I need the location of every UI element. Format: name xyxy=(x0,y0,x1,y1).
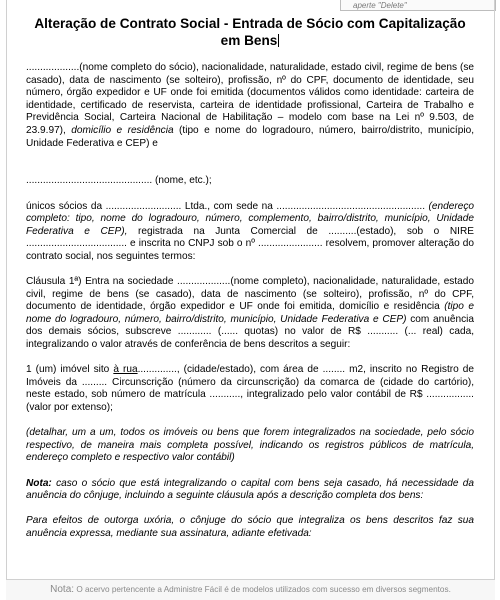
p4-italic: (tipo e nome do logradouro, número, bairro/distrito, município, Unidade Federativa e CEP) xyxy=(26,301,475,325)
paragraph-second-partner xyxy=(26,175,474,188)
paragraph-partners-qualification xyxy=(26,62,474,150)
p1-text-2: (tipo e nome do logradouro, número, bairro/distrito, município, Unidade Federativa e CEP) e xyxy=(26,124,474,149)
document-title[interactable] xyxy=(26,15,474,49)
paragraph-clause-1 xyxy=(26,276,474,352)
p3-text-2: registrada na Junta Comercial de ..........(estado), sob o NIRE .................................... e inscrita no CNPJ sob o nº ....................... resolvem, promover alteração do contrato social, nos seguintes termos: xyxy=(26,225,474,262)
p4-text-1: Cláusula 1ª) Entra na sociedade ...................(nome completo), nacionalidade, naturalidade, estado civil, regime de bens (se casado), data de nascimento (se solteiro), profissão, nº do CPF, documento de identidade, órgão expedidor e UF onde foi emitida, domicílio e residência xyxy=(26,276,474,313)
p1-text-1: ...................(nome completo do sócio), nacionalidade, naturalidade, estado civil, regime de bens (se casado), data de nascimento (se solteiro), profissão, nº do CPF, documento de identidade, seu número, órgão expedidor e UF onde foi emitida (documentos válidos como identidade: carteira de identidade, certificado de reservista, carteira de identidade profissional, Carteira de Trabalho e Previdência Social, Carteira Nacional de Habilitação – modelo com base na Lei nº 9.503, de 23.9.97), xyxy=(26,62,474,136)
p4-text-2: com anuência dos demais sócios, subscreve ............ (...... quotas) no valor de R$ ........... (... real) cada, integralizando o valor através de conferência de bens descritos a seguir: xyxy=(26,313,474,351)
title-text: Alteração de Contrato Social - Entrada de Sócio com Capitalização em Bens xyxy=(34,16,466,48)
p8-text: Para efeitos de outorga uxória, o cônjuge do sócio que integraliza os bens descritos faz sua anuência expressa, mediante sua assinatura, adiante efetivada: xyxy=(26,515,474,539)
p5-text-1: 1 (um) imóvel sito xyxy=(26,364,110,376)
paragraph-spouse-consent xyxy=(26,515,474,540)
delete-hint: aperte "Delete" xyxy=(340,0,496,11)
spacer xyxy=(26,163,474,176)
p5-text-2: .............., (cidade/estado), com área de ........ m2, inscrito no Registro de Imóveis da ......... Circunscrição (número da circunscrição) da comarca de (cidade do cartório), neste estado, sob número de matrícula ..........., integralizado pelo valor contábil de R$ ................. (valor por extenso); xyxy=(26,364,474,414)
document-body[interactable] xyxy=(26,62,474,553)
paragraph-note xyxy=(26,478,474,503)
p5-underline: à rua xyxy=(113,364,138,376)
p1-italic: domicílio e residência xyxy=(71,124,174,136)
note-label: Nota: xyxy=(26,477,52,489)
paragraph-detail-instructions xyxy=(26,427,474,465)
note-text: caso o sócio que está integralizando o capital com bens seja casado, há necessidade da anuência do cônjuge, incluindo a seguinte cláusula após a descrição completa dos bens: xyxy=(26,477,474,502)
p3-text-1: únicos sócios da ........................... Ltda., com sede na ..................................................... xyxy=(26,200,426,212)
footer-bar xyxy=(6,579,495,600)
paragraph-company xyxy=(26,201,474,264)
p3-italic: (endereço completo: tipo, nome do logradouro, número, complemento, bairro/distrito, município, Unidade Federativa e CEP), xyxy=(26,200,474,237)
p2-text: ............................................. (nome, etc.); xyxy=(26,175,212,187)
text-cursor xyxy=(278,34,279,47)
footer-text: O acervo pertencente a Administre Fácil é de modelos utilizados com sucesso em diversos segmentos. xyxy=(76,585,451,594)
footer-label: Nota: xyxy=(50,584,75,595)
paragraph-property xyxy=(26,364,474,414)
p6-text: (detalhar, um a um, todos os imóveis ou bens que forem integralizados na sociedade, pelo sócio respectivo, de maneira mais completa possível, indicando os registros públicos de matrícula, endereço completo e respectivo valor contábil) xyxy=(26,427,474,464)
